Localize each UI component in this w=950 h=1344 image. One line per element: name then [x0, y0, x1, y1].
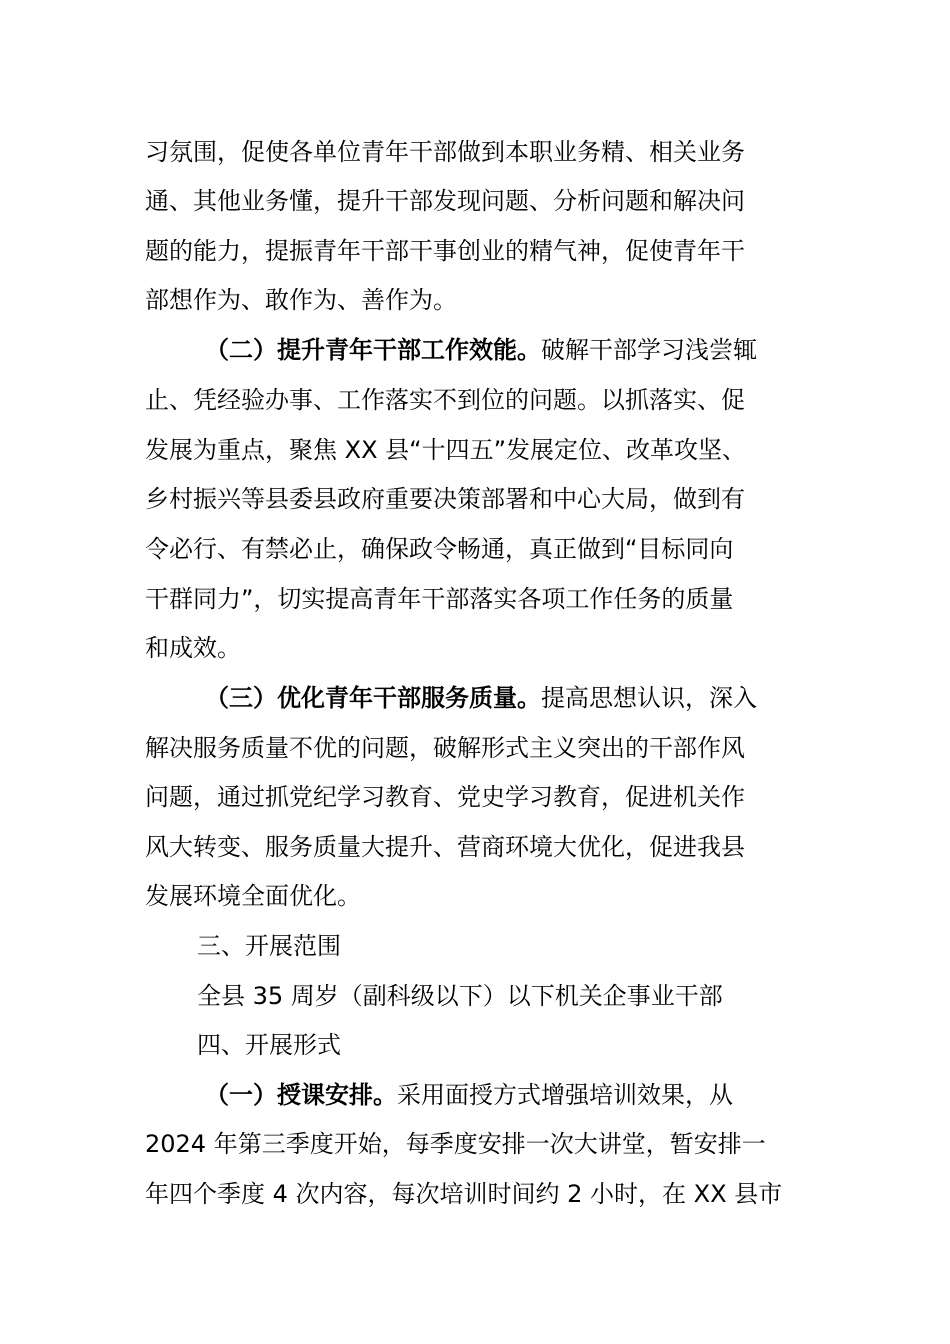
section-one-heading: （一）授课安排。	[205, 1081, 397, 1109]
section-three-line-2: 解决服务质量不优的问题，破解形式主义突出的干部作风	[145, 734, 745, 762]
section-three-first-line-text: 提高思想认识，深入	[541, 684, 757, 712]
section-two-line-3: 发展为重点，聚焦 XX 县“十四五”发展定位、改革攻坚、	[145, 436, 747, 464]
section-three-first-line	[205, 682, 757, 714]
section-three-line-5: 发展环境全面优化。	[145, 882, 361, 910]
section-two-line-7: 和成效。	[145, 634, 241, 662]
section-one-first-line	[205, 1079, 733, 1111]
section-two-first-line	[205, 334, 757, 366]
section-three-line-4: 风大转变、服务质量大提升、营商环境大优化，促进我县	[145, 833, 745, 861]
intro-line-2: 通、其他业务懂，提升干部发现问题、分析问题和解决问	[145, 187, 745, 215]
section-three-heading: （三）优化青年干部服务质量。	[205, 684, 541, 712]
intro-line-4: 部想作为、敢作为、善作为。	[145, 286, 457, 314]
section-two-line-4: 乡村振兴等县委县政府重要决策部署和中心大局，做到有	[145, 485, 745, 513]
section-two-heading: （二）提升青年干部工作效能。	[205, 336, 541, 364]
intro-line-1: 习氛围，促使各单位青年干部做到本职业务精、相关业务	[145, 138, 745, 166]
section-two-first-line-text: 破解干部学习浅尝辄	[541, 336, 757, 364]
section-one-line-3: 年四个季度 4 次内容，每次培训时间约 2 小时，在 XX 县市	[145, 1180, 783, 1208]
form-heading: 四、开展形式	[197, 1031, 341, 1059]
section-one-line-2: 2024 年第三季度开始，每季度安排一次大讲堂，暂安排一	[145, 1130, 766, 1158]
scope-content: 全县 35 周岁（副科级以下）以下机关企事业干部	[197, 982, 723, 1010]
section-two-line-6: 干群同力”，切实提高青年干部落实各项工作任务的质量	[145, 585, 734, 613]
section-two-line-2: 止、凭经验办事、工作落实不到位的问题。以抓落实、促	[145, 386, 745, 414]
section-three-line-3: 问题，通过抓党纪学习教育、党史学习教育，促进机关作	[145, 783, 745, 811]
intro-line-3: 题的能力，提振青年干部干事创业的精气神，促使青年干	[145, 237, 745, 265]
section-two-line-5: 令必行、有禁必止，确保政令畅通，真正做到“目标同向	[145, 535, 734, 563]
section-one-first-line-text: 采用面授方式增强培训效果，从	[397, 1081, 733, 1109]
scope-heading: 三、开展范围	[197, 932, 341, 960]
